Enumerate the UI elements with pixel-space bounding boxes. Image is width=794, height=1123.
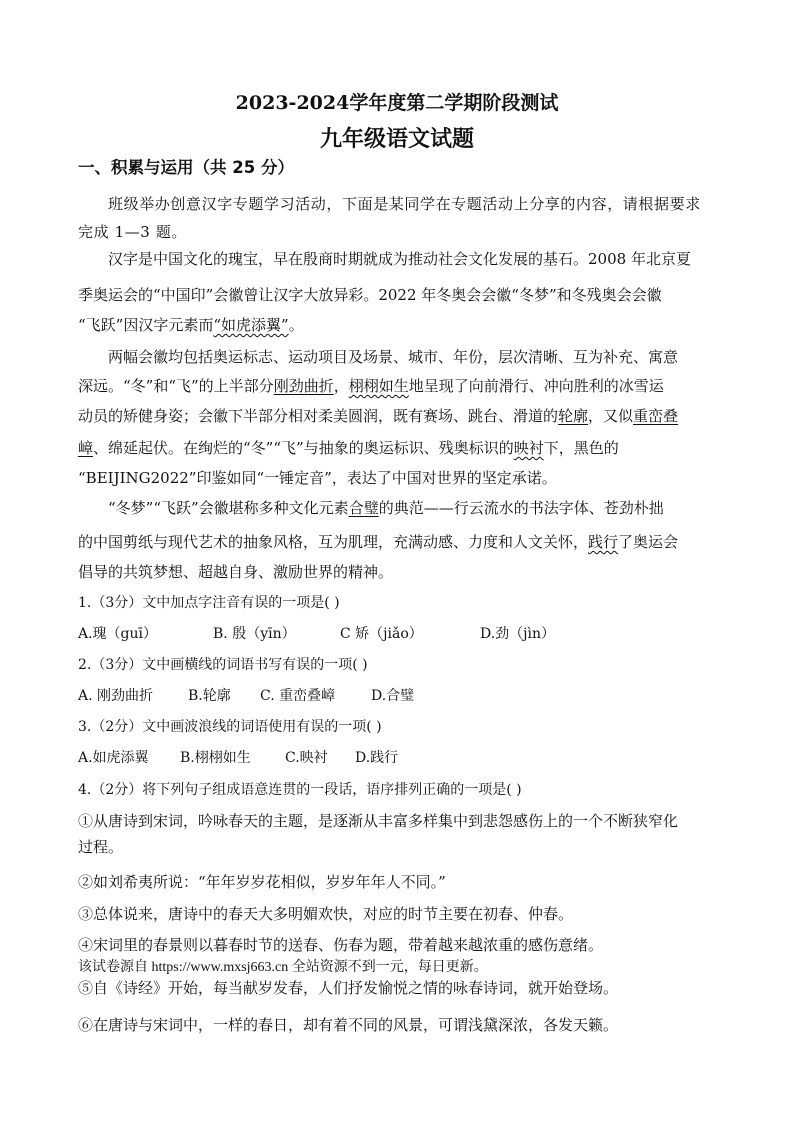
wavy-underlined-term: 栩栩如生 — [348, 377, 409, 395]
sentence-2: ②如刘希夷所说：“年年岁岁花相似，岁岁年年人不同。” — [78, 873, 446, 891]
passage-line: 季奥运会的“中国印”会徽曾让汉字大放异彩。2022 年冬奥会会徽“冬梦”和冬残奥会会徽 — [78, 286, 662, 304]
option-c: C 矫（jiǎo） — [340, 626, 423, 642]
option-b: B.轮廓 — [188, 688, 231, 704]
passage-line — [78, 314, 304, 335]
option-b: B. 殷（yīn） — [213, 626, 296, 642]
option-d: D.践行 — [355, 750, 399, 766]
passage-text: 的典范——行云流水的书法字体、苍劲朴拙 — [378, 499, 664, 517]
sentence-5: ⑤自《诗经》开始，每当献岁发春，人们抒发愉悦之情的咏春诗词，就开始登场。 — [78, 979, 619, 997]
intro-line: 完成 1—3 题。 — [78, 223, 188, 241]
passage-line: “BEIJING2022”印鉴如同“一锤定音”，表达了中国对世界的坚定承诺。 — [78, 469, 557, 487]
source-note: 该试卷源自 https://www.mxsj663.cn 全站资源不到一元，每日更新。 — [78, 960, 488, 975]
passage-text: 下，黑色的 — [543, 439, 619, 457]
underlined-term: 刚劲曲折 — [273, 377, 334, 395]
passage-text: 的中国剪纸与现代艺术的抽象风格，互为肌理，充满动感、力度和人文关怀， — [78, 533, 589, 551]
option-d: D.劲（jìn） — [480, 626, 556, 642]
option-b: B.栩栩如生 — [180, 750, 251, 766]
underlined-term: 轮廓 — [558, 407, 589, 425]
passage-line: 两幅会徽均包括奥运标志、运动项目及场景、城市、年份，层次清晰、互为补充、寓意 — [108, 348, 679, 366]
option-c: C.映衬 — [285, 750, 328, 766]
passage-text: 动员的矫健身姿；会徽下半部分相对柔美圆润，既有赛场、跳台、滑道的 — [78, 407, 559, 425]
passage-text: 地呈现了向前滑行、冲向胜利的冰雪运 — [408, 377, 664, 395]
question-stem: 4.（2分）将下列句子组成语意连贯的一段话，语序排列正确的一项是( ) — [78, 782, 522, 798]
passage-text: “飞跃”因汉字元素而 — [78, 316, 214, 334]
exam-title: 2023-2024学年度第二学期阶段测试 — [235, 92, 559, 114]
intro-line: 班级举办创意汉字专题学习活动，下面是某同学在专题活动上分享的内容，请根据要求 — [108, 195, 701, 213]
sentence-6: ⑥在唐诗与宋词中，一样的春日，却有着不同的风景，可谓浅黛深浓，各发天籁。 — [78, 1016, 619, 1034]
passage-line — [78, 405, 678, 426]
exam-subtitle: 九年级语文试题 — [319, 126, 474, 152]
option-d: D.合璧 — [371, 688, 415, 704]
passage-text: 了奥运会 — [618, 533, 679, 551]
option-c: C. 重峦叠嶂 — [260, 688, 336, 704]
sentence-3: ③总体说来，唐诗中的春天大多明媚欢快，对应的时节主要在初春、仲春。 — [78, 905, 574, 923]
question-stem: 3.（2分）文中画波浪线的词语使用有误的一项( ) — [78, 719, 382, 735]
question-stem: 1.（3分）文中加点字注音有误的一项是( ) — [78, 595, 340, 611]
passage-line — [108, 497, 664, 518]
sentence-4: ④宋词里的春景则以暮春时节的送春、伤春为题，带着越来越浓重的感伤意绪。 — [78, 936, 604, 954]
underlined-term: 合璧 — [348, 499, 379, 517]
passage-text: 深远。“冬”和“飞”的上半部分 — [78, 377, 274, 395]
passage-text: ， — [333, 377, 349, 395]
option-a: A. 刚劲曲折 — [78, 688, 154, 704]
passage-text: ，又似 — [588, 407, 634, 425]
passage-line: 倡导的共筑梦想、超越自身、激励世界的精神。 — [78, 563, 394, 581]
question-stem: 2.（3分）文中画横线的词语书写有误的一项( ) — [78, 657, 368, 673]
passage-line — [78, 531, 678, 552]
passage-line — [78, 375, 664, 396]
sentence-1: ①从唐诗到宋词，吟咏春天的主题，是逐渐从丰富多样集中到悲怨感伤上的一个不断狭窄化 — [78, 812, 679, 830]
passage-text: 。 — [288, 316, 304, 334]
wavy-underlined-term: “如虎添翼” — [213, 316, 289, 334]
underlined-term: 重峦叠 — [633, 407, 679, 425]
underlined-term: 嶂 — [78, 439, 94, 457]
section-heading: 一、积累与运用（共 25 分） — [78, 158, 294, 177]
passage-text: “冬梦”“飞跃”会徽堪称多种文化元素 — [108, 499, 349, 517]
passage-line: 汉字是中国文化的瑰宝，早在殷商时期就成为推动社会文化发展的基石。2008 年北京夏 — [108, 250, 691, 268]
wavy-underlined-term: 践行 — [588, 533, 619, 551]
passage-line — [78, 437, 619, 458]
wavy-underlined-term: 映衬 — [513, 439, 544, 457]
option-a: A.如虎添翼 — [78, 750, 149, 766]
passage-text: 、绵延起伏。在绚烂的“冬”“飞”与抽象的奥运标识、残奥标识的 — [93, 439, 514, 457]
sentence-1-cont: 过程。 — [78, 838, 124, 856]
option-a: A.瑰（guī） — [78, 626, 158, 642]
